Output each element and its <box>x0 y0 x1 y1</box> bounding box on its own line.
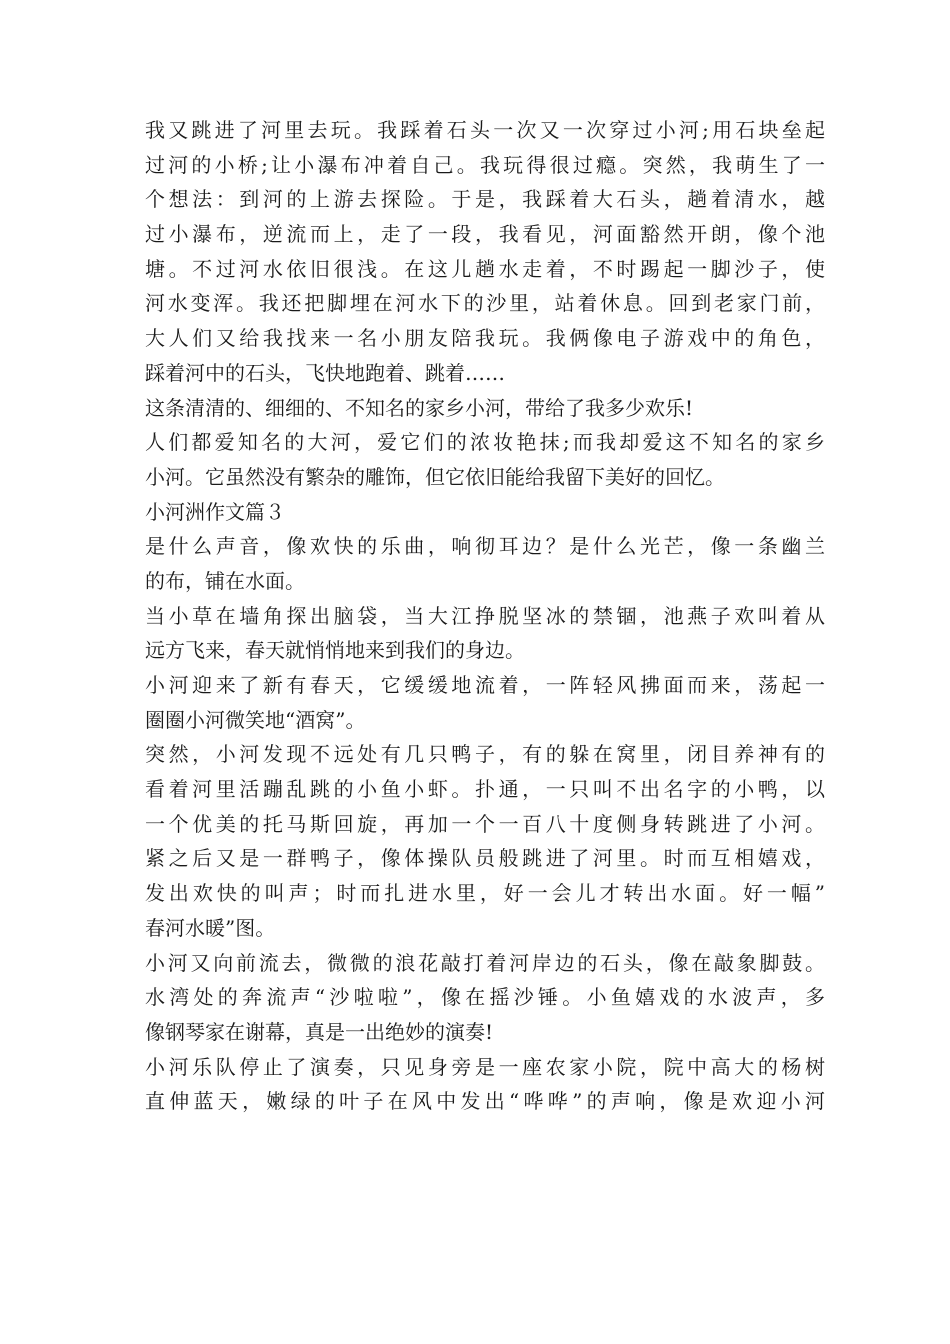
text-line: 远方飞来，春天就悄悄地来到我们的身边。 <box>145 638 525 663</box>
text-line: 这条清清的、细细的、不知名的家乡小河，带给了我多少欢乐! <box>145 395 694 420</box>
text-line: 小河洲作文篇３ <box>145 499 285 524</box>
text-line: 是什么声音，像欢快的乐曲，响彻耳边？是什么光芒，像一条幽兰 <box>145 534 825 559</box>
text-line: 个想法：到河的上游去探险。于是，我踩着大石头，趟着清水，越 <box>145 187 825 212</box>
text-line: 发出欢快的叫声；时而扎进水里，好一会儿才转出水面。好一幅” <box>145 881 825 906</box>
text-line: 河水变浑。我还把脚埋在河水下的沙里，站着休息。回到老家门前， <box>145 291 825 316</box>
text-line: 过河的小桥;让小瀑布冲着自己。我玩得很过瘾。突然，我萌生了一 <box>145 152 825 177</box>
text-line: 小河。它虽然没有繁杂的雕饰，但它依旧能给我留下美好的回忆。 <box>145 464 725 489</box>
text-line: 小河又向前流去，微微的浪花敲打着河岸边的石头，像在敲象脚鼓。 <box>145 950 825 975</box>
text-line: 的布，铺在水面。 <box>145 568 305 593</box>
text-line: 当小草在墙角探出脑袋，当大江挣脱坚冰的禁锢，池燕子欢叫着从 <box>145 603 825 628</box>
document-page <box>145 113 825 1119</box>
text-line: 小河迎来了新有春天，它缓缓地流着，一阵轻风拂面而来，荡起一 <box>145 673 825 697</box>
text-line: 像钢琴家在谢幕，真是一出绝妙的演奏! <box>145 1019 494 1044</box>
text-line: 春河水暖”图。 <box>145 915 276 940</box>
text-line: 塘。不过河水依旧很浅。在这儿趟水走着，不时踢起一脚沙子，使 <box>145 256 825 281</box>
text-line: 一个优美的托马斯回旋，再加一个一百八十度侧身转跳进了小河。 <box>145 811 825 836</box>
text-line: 我又跳进了河里去玩。我踩着石头一次又一次穿过小河;用石块垒起 <box>145 118 825 142</box>
text-line: 人们都爱知名的大河，爱它们的浓妆艳抹;而我却爱这不知名的家乡 <box>145 430 825 455</box>
text-line: 圈圈小河微笑地“酒窝”。 <box>145 707 366 732</box>
text-line: 大人们又给我找来一名小朋友陪我玩。我俩像电子游戏中的角色， <box>145 326 825 351</box>
text-line: 紧之后又是一群鸭子，像体操队员般跳进了河里。时而互相嬉戏， <box>145 846 825 871</box>
text-line: 直伸蓝天，嫩绿的叶子在风中发出“哗哗”的声响，像是欢迎小河 <box>145 1089 825 1114</box>
text-line: 过小瀑布，逆流而上，走了一段，我看见，河面豁然开朗，像个池 <box>145 222 825 247</box>
text-line: 突然，小河发现不远处有几只鸭子，有的躲在窝里，闭目养神有的 <box>145 742 825 767</box>
text-line: 踩着河中的石头，飞快地跑着、跳着…… <box>145 360 505 385</box>
text-line: 水湾处的奔流声“沙啦啦”，像在摇沙锤。小鱼嬉戏的水波声，多 <box>145 985 825 1010</box>
text-line: 小河乐队停止了演奏，只见身旁是一座农家小院，院中高大的杨树 <box>145 1054 825 1079</box>
text-line: 看着河里活蹦乱跳的小鱼小虾。扑通，一只叫不出名字的小鸭，以 <box>145 777 825 802</box>
